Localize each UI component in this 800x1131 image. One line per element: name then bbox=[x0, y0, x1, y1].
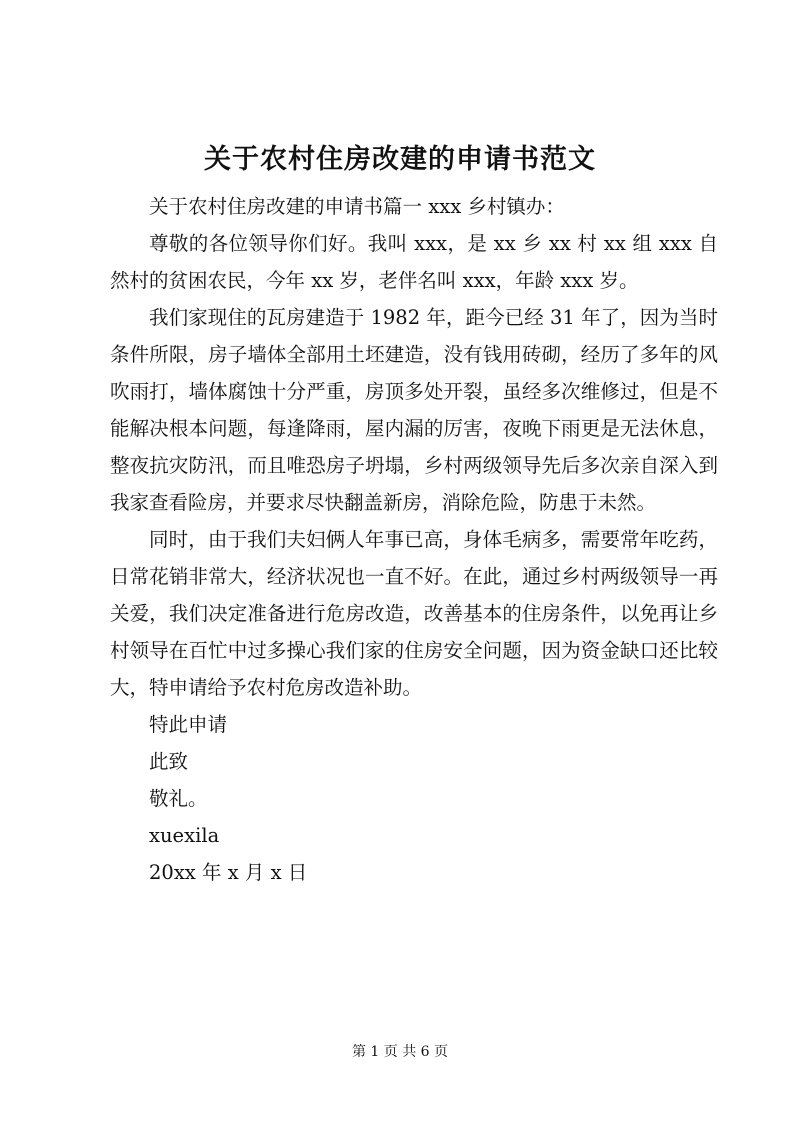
page-number-footer: 第 1 页 共 6 页 bbox=[351, 1044, 449, 1060]
signature-name: xuexila bbox=[149, 824, 220, 847]
paragraph-request: 同时，由于我们夫妇俩人年事已高，身体毛病多，需要常年吃药，日常花销非常大，经济状况也一直不好。在此，通过乡村两级领导一再关爱，我们决定准备进行危房改造，改善基本的住房条件，以免再让乡村领导在百忙中过多操心我们家的住房安全问题，因为资金缺口还比较大，特申请给予农村危房改造补助。 bbox=[110, 528, 718, 699]
signature-date: 20xx 年 x 月 x 日 bbox=[149, 861, 308, 884]
document-title: 关于农村住房改建的申请书范文 bbox=[204, 144, 596, 175]
closing-line-special-request: 特此申请 bbox=[149, 713, 228, 736]
document-body bbox=[110, 188, 718, 891]
closing-line-salute: 敬礼。 bbox=[149, 787, 208, 810]
closing-line-to: 此致 bbox=[149, 750, 189, 773]
paragraph-introduction: 尊敬的各位领导你们好。我叫 xxx，是 xx 乡 xx 村 xx 组 xxx 自然村的贫困农民，今年 xx 岁，老伴名叫 xxx，年龄 xxx 岁。 bbox=[110, 232, 718, 292]
paragraph-house-condition: 我们家现住的瓦房建造于 1982 年，距今已经 31 年了，因为当时条件所限，房子墙体全部用土坯建造，没有钱用砖砌，经历了多年的风吹雨打，墙体腐蚀十分严重，房顶多处开裂，虽经多次维修过，但是不能解决根本问题，每逢降雨，屋内漏的厉害，夜晚下雨更是无法休息，整夜抗灾防汛，而且唯恐房子坍塌，乡村两级领导先后多次亲自深入到我家查看险房，并要求尽快翻盖新房，消除危险，防患于未然。 bbox=[110, 306, 718, 514]
paragraph-salutation: 关于农村住房改建的申请书篇一 xxx 乡村镇办： bbox=[149, 195, 565, 218]
